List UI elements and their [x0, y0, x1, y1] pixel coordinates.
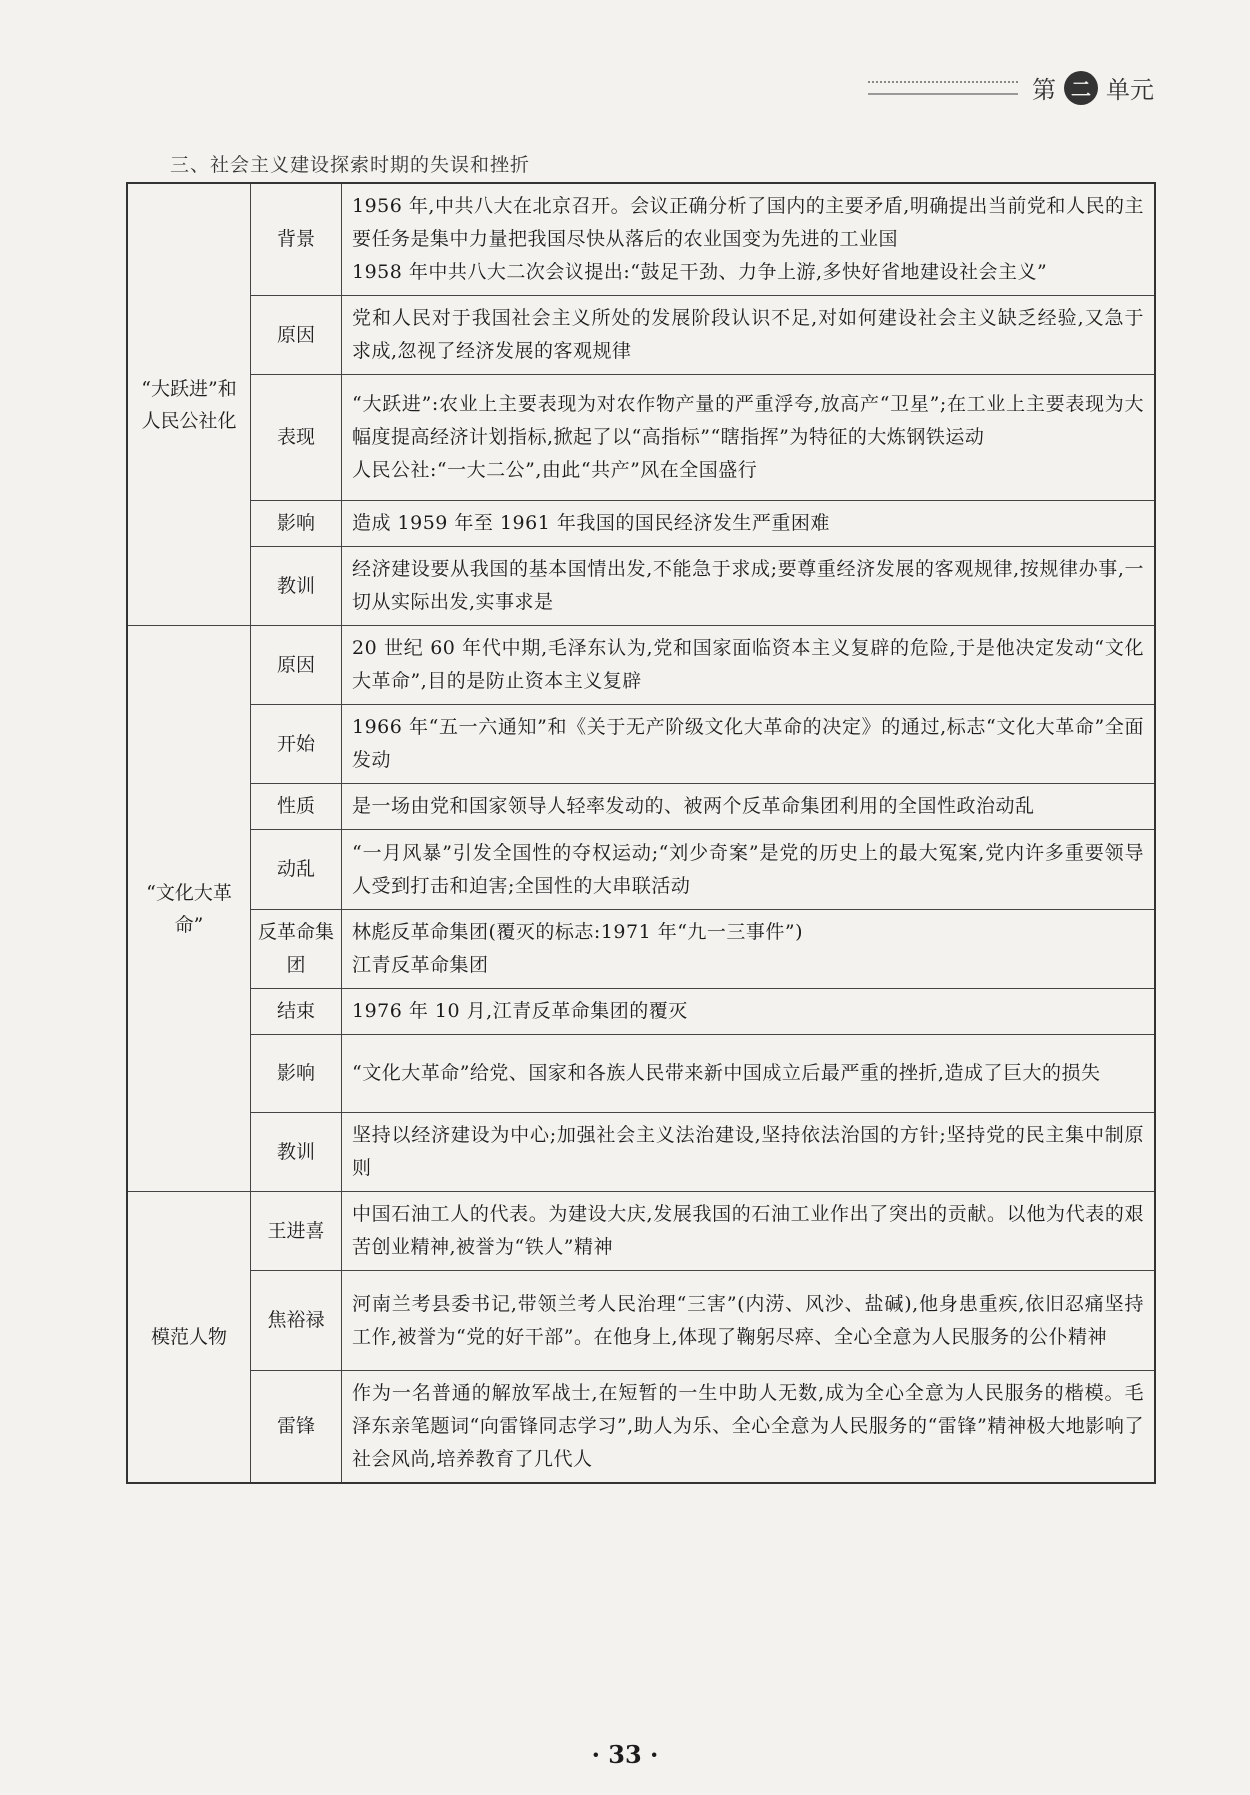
row-content: [342, 626, 1156, 705]
row-label: 性质: [251, 784, 342, 830]
row-content: [342, 910, 1156, 989]
row-label: 原因: [251, 296, 342, 375]
unit-number-badge: 二: [1064, 71, 1098, 105]
row-label: 反革命集团: [251, 910, 342, 989]
row-content: [342, 1271, 1156, 1371]
row-label: 王进喜: [251, 1192, 342, 1271]
table-row: [127, 830, 1155, 910]
row-label: 影响: [251, 1035, 342, 1113]
row-label: 开始: [251, 705, 342, 784]
table-row: [127, 375, 1155, 501]
table-row: [127, 784, 1155, 830]
table-row: [127, 296, 1155, 375]
content-line: 林彪反革命集团(覆灭的标志:1971 年“九一三事件”): [352, 921, 804, 943]
header-rule: [868, 81, 1018, 95]
table-row: [127, 910, 1155, 989]
content-line: 1958 年中共八大二次会议提出:“鼓足干劲、力争上游,多快好省地建设社会主义”: [352, 261, 1048, 283]
section-title: 三、社会主义建设探索时期的失误和挫折: [170, 154, 531, 176]
page-number: · 33 ·: [591, 1740, 659, 1769]
table-row: [127, 705, 1155, 784]
table-row: [127, 626, 1155, 705]
content-line: 党和人民对于我国社会主义所处的发展阶段认识不足,对如何建设社会主义缺乏经验,又急于求成,忽视了经济发展的客观规律: [352, 307, 1144, 362]
row-content: [342, 1035, 1156, 1113]
row-label: 背景: [251, 183, 342, 296]
unit-header: [868, 70, 1154, 105]
content-line: “文化大革命”给党、国家和各族人民带来新中国成立后最严重的挫折,造成了巨大的损失: [352, 1062, 1101, 1084]
unit-suffix: 单元: [1106, 76, 1154, 104]
row-label: 焦裕禄: [251, 1271, 342, 1371]
category-cell: 模范人物: [127, 1192, 251, 1484]
content-line: “大跃进”:农业上主要表现为对农作物产量的严重浮夸,放高产“卫星”;在工业上主要表现为大幅度提高经济计划指标,掀起了以“高指标”“瞎指挥”为特征的大炼钢铁运动: [352, 393, 1144, 448]
content-line: 造成 1959 年至 1961 年我国的国民经济发生严重困难: [352, 512, 830, 534]
content-line: 是一场由党和国家领导人轻率发动的、被两个反革命集团利用的全国性政治动乱: [352, 795, 1035, 817]
table-row: [127, 183, 1155, 296]
category-cell: “大跃进”和人民公社化: [127, 183, 251, 626]
row-content: [342, 296, 1156, 375]
content-line: 人民公社:“一大二公”,由此“共产”风在全国盛行: [352, 459, 758, 481]
row-content: [342, 1371, 1156, 1484]
unit-prefix: 第: [1032, 76, 1056, 104]
row-label: 结束: [251, 989, 342, 1035]
category-cell: “文化大革命”: [127, 626, 251, 1192]
row-content: [342, 375, 1156, 501]
content-line: 作为一名普通的解放军战士,在短暂的一生中助人无数,成为全心全意为人民服务的楷模。毛泽东亲笔题词“向雷锋同志学习”,助人为乐、全心全意为人民服务的“雷锋”精神极大地影响了社会风尚,培养教育了几代人: [352, 1382, 1144, 1470]
summary-table: [126, 182, 1156, 1484]
row-label: 教训: [251, 1113, 342, 1192]
table-row: [127, 1192, 1155, 1271]
row-label: 原因: [251, 626, 342, 705]
row-content: [342, 501, 1156, 547]
table-row: [127, 1035, 1155, 1113]
content-line: 河南兰考县委书记,带领兰考人民治理“三害”(内涝、风沙、盐碱),他身患重疾,依旧忍痛坚持工作,被誉为“党的好干部”。在他身上,体现了鞠躬尽瘁、全心全意为人民服务的公仆精神: [352, 1292, 1144, 1348]
row-content: [342, 705, 1156, 784]
content-line: “一月风暴”引发全国性的夺权运动;“刘少奇案”是党的历史上的最大冤案,党内许多重要领导人受到打击和迫害;全国性的大串联活动: [352, 841, 1144, 897]
row-label: 教训: [251, 547, 342, 626]
row-content: [342, 1192, 1156, 1271]
table-row: [127, 1113, 1155, 1192]
table-row: [127, 989, 1155, 1035]
row-content: [342, 183, 1156, 296]
row-content: [342, 784, 1156, 830]
row-label: 表现: [251, 375, 342, 501]
table-row: [127, 1371, 1155, 1484]
table-row: [127, 501, 1155, 547]
row-content: [342, 830, 1156, 910]
content-line: 坚持以经济建设为中心;加强社会主义法治建设,坚持依法治国的方针;坚持党的民主集中制原则: [352, 1124, 1144, 1179]
content-line: 1976 年 10 月,江青反革命集团的覆灭: [352, 1000, 688, 1022]
row-label: 雷锋: [251, 1371, 342, 1484]
content-line: 1966 年“五一六通知”和《关于无产阶级文化大革命的决定》的通过,标志“文化大革命”全面发动: [352, 716, 1144, 771]
content-line: 1956 年,中共八大在北京召开。会议正确分析了国内的主要矛盾,明确提出当前党和人民的主要任务是集中力量把我国尽快从落后的农业国变为先进的工业国: [352, 195, 1144, 250]
content-line: 20 世纪 60 年代中期,毛泽东认为,党和国家面临资本主义复辟的危险,于是他决定发动“文化大革命”,目的是防止资本主义复辟: [352, 637, 1144, 692]
content-line: 经济建设要从我国的基本国情出发,不能急于求成;要尊重经济发展的客观规律,按规律办事,一切从实际出发,实事求是: [352, 558, 1144, 613]
table-row: [127, 1271, 1155, 1371]
row-content: [342, 547, 1156, 626]
table-row: [127, 547, 1155, 626]
row-label: 动乱: [251, 830, 342, 910]
content-line: 江青反革命集团: [352, 954, 489, 976]
content-line: 中国石油工人的代表。为建设大庆,发展我国的石油工业作出了突出的贡献。以他为代表的艰苦创业精神,被誉为“铁人”精神: [352, 1203, 1144, 1258]
row-label: 影响: [251, 501, 342, 547]
row-content: [342, 1113, 1156, 1192]
row-content: [342, 989, 1156, 1035]
